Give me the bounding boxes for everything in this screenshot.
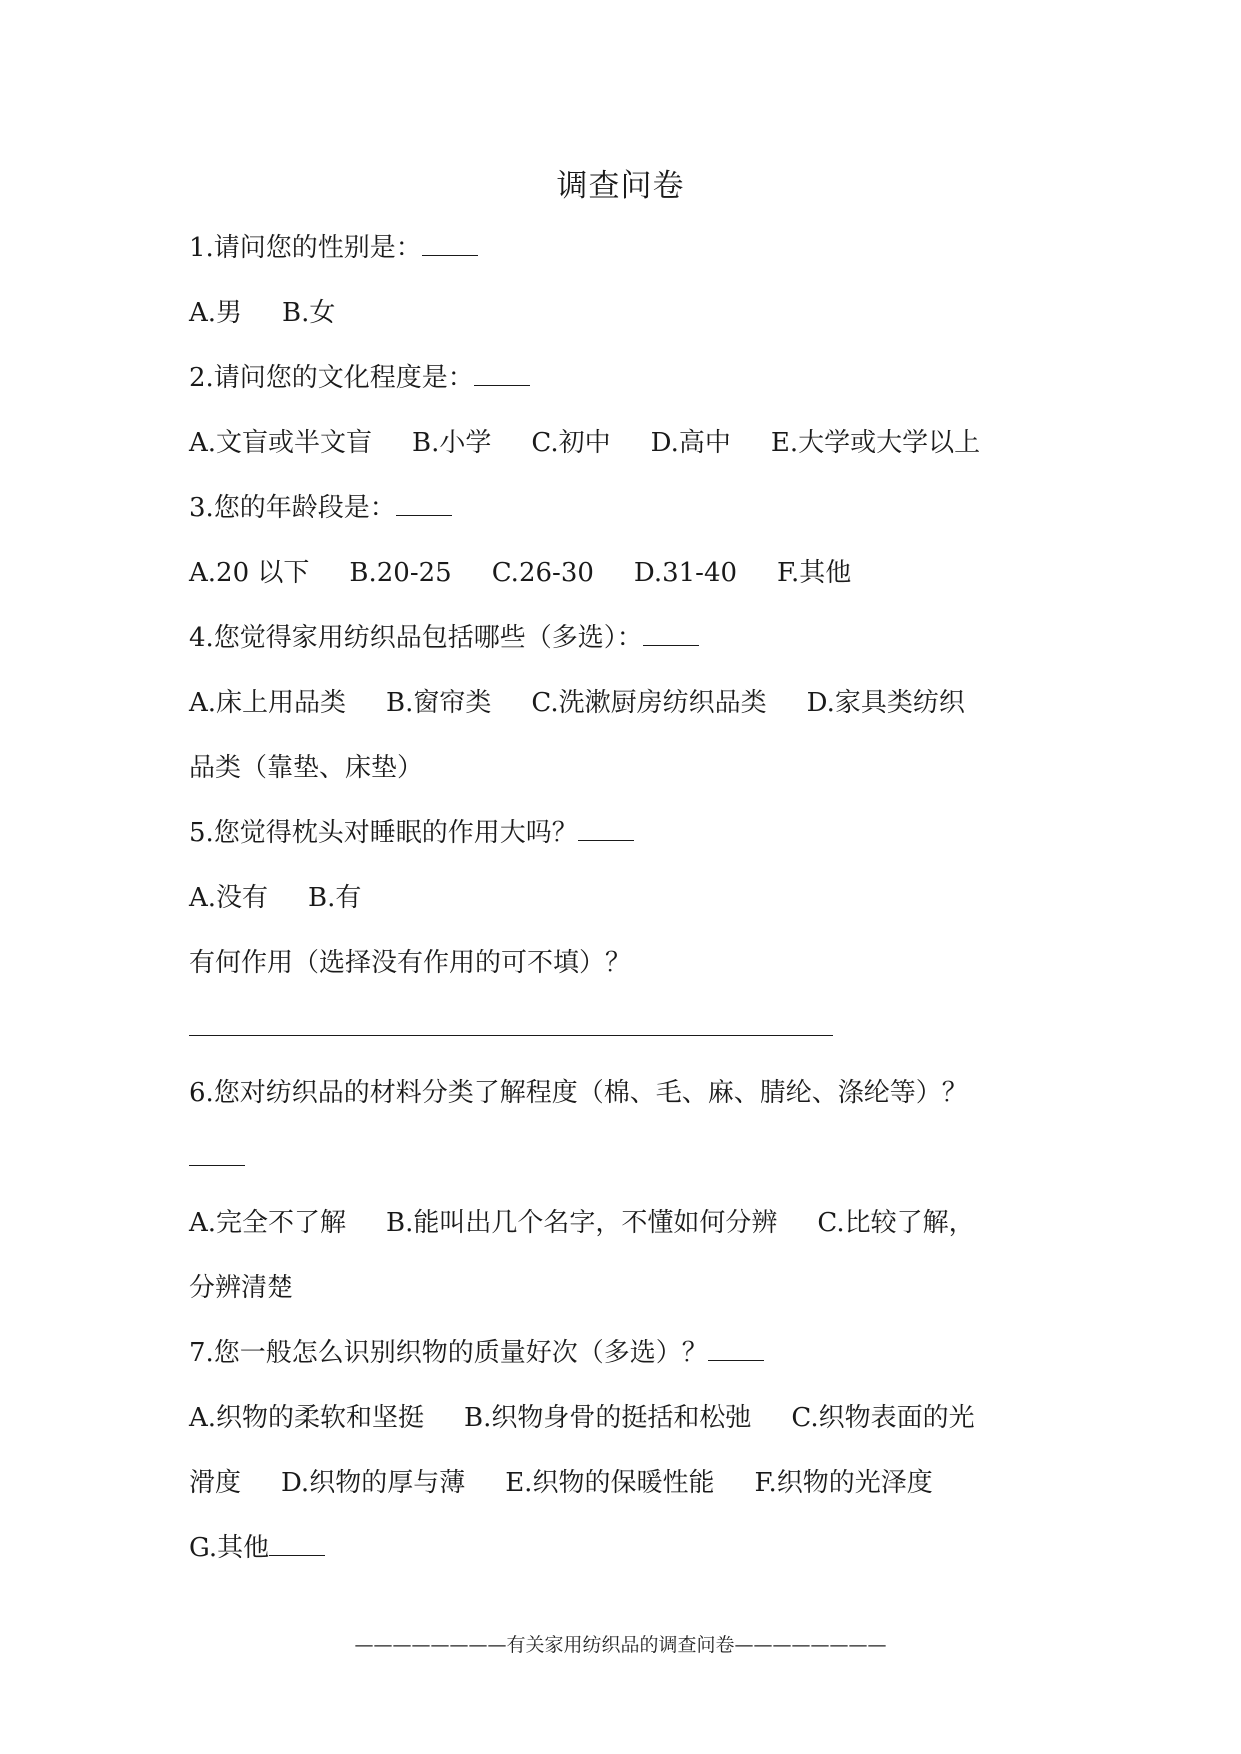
option: A.床上用品类 <box>189 688 347 718</box>
option: A.文盲或半文盲 <box>189 428 373 458</box>
option: 滑度 <box>189 1468 242 1498</box>
answer-blank[interactable] <box>189 1143 245 1166</box>
option: B.能叫出几个名字，不懂如何分辨 <box>386 1208 778 1238</box>
question-5-text: 5.您觉得枕头对睡眠的作用大吗？ <box>189 818 578 848</box>
option: A.没有 <box>189 883 269 913</box>
question-3 <box>189 488 452 528</box>
option: B.有 <box>308 883 362 913</box>
option: B.20-25 <box>349 558 452 588</box>
option: C.26-30 <box>491 558 594 588</box>
question-7-options-cont <box>189 1463 933 1503</box>
answer-blank[interactable] <box>708 1338 764 1361</box>
question-6-options <box>189 1203 975 1243</box>
question-7-text: 7.您一般怎么识别织物的质量好次（多选）？ <box>189 1338 708 1368</box>
question-4 <box>189 618 699 658</box>
answer-blank[interactable] <box>422 233 478 256</box>
question-2-text: 2.请问您的文化程度是： <box>189 363 474 393</box>
question-1-options <box>189 293 335 333</box>
answer-blank[interactable] <box>396 493 452 516</box>
question-1-text: 1.请问您的性别是： <box>189 233 422 263</box>
question-5-options <box>189 878 361 918</box>
page-title: 调查问卷 <box>556 168 685 204</box>
option: D.织物的厚与薄 <box>281 1468 466 1498</box>
option: C.比较了解， <box>817 1208 975 1238</box>
option: A.织物的柔软和坚挺 <box>189 1403 425 1433</box>
option: B.女 <box>282 298 336 328</box>
question-5 <box>189 813 634 853</box>
option: A.20 以下 <box>189 558 310 588</box>
answer-blank[interactable] <box>643 623 699 646</box>
option-continuation: 分辨清楚 <box>189 1273 294 1303</box>
question-7-other <box>189 1528 325 1568</box>
question-4-options <box>189 683 965 723</box>
option: E.织物的保暖性能 <box>505 1468 715 1498</box>
option: A.男 <box>189 298 243 328</box>
answer-blank[interactable] <box>269 1533 325 1556</box>
question-5-answer-line <box>189 1008 833 1048</box>
question-1 <box>189 228 478 268</box>
question-7-options <box>189 1398 975 1438</box>
question-3-text: 3.您的年龄段是： <box>189 493 396 523</box>
option: B.小学 <box>412 428 492 458</box>
option: E.大学或大学以上 <box>770 428 981 458</box>
question-2 <box>189 358 530 398</box>
answer-blank[interactable] <box>578 818 634 841</box>
question-2-options <box>189 423 980 463</box>
option: D.家具类纺织 <box>806 688 965 718</box>
question-3-options <box>189 553 851 593</box>
option: D.高中 <box>650 428 731 458</box>
option: C.初中 <box>531 428 611 458</box>
question-6 <box>189 1073 968 1113</box>
option: C.洗漱厨房纺织品类 <box>531 688 767 718</box>
answer-blank[interactable] <box>474 363 530 386</box>
page-footer: ————————有关家用纺织品的调查问卷———————— <box>354 1634 887 1656</box>
question-4-options-cont <box>189 748 423 788</box>
option: A.完全不了解 <box>189 1208 347 1238</box>
option: C.织物表面的光 <box>791 1403 975 1433</box>
question-7 <box>189 1333 764 1373</box>
option: B.窗帘类 <box>386 688 492 718</box>
option-continuation: 品类（靠垫、床垫） <box>189 753 424 783</box>
option: F.织物的光泽度 <box>754 1468 933 1498</box>
question-4-text: 4.您觉得家用纺织品包括哪些（多选）： <box>189 623 643 653</box>
option: D.31-40 <box>633 558 738 588</box>
question-6-text: 6.您对纺织品的材料分类了解程度（棉、毛、麻、腈纶、涤纶等）？ <box>189 1078 968 1108</box>
option: B.织物身骨的挺括和松弛 <box>464 1403 752 1433</box>
followup-text: 有何作用（选择没有作用的可不填）？ <box>189 948 632 978</box>
question-5-followup <box>189 943 631 983</box>
question-6-options-cont <box>189 1268 293 1308</box>
option: F.其他 <box>777 558 852 588</box>
answer-blank[interactable] <box>189 1013 833 1036</box>
option: G.其他 <box>189 1533 270 1563</box>
question-6-blank-line <box>189 1138 245 1178</box>
